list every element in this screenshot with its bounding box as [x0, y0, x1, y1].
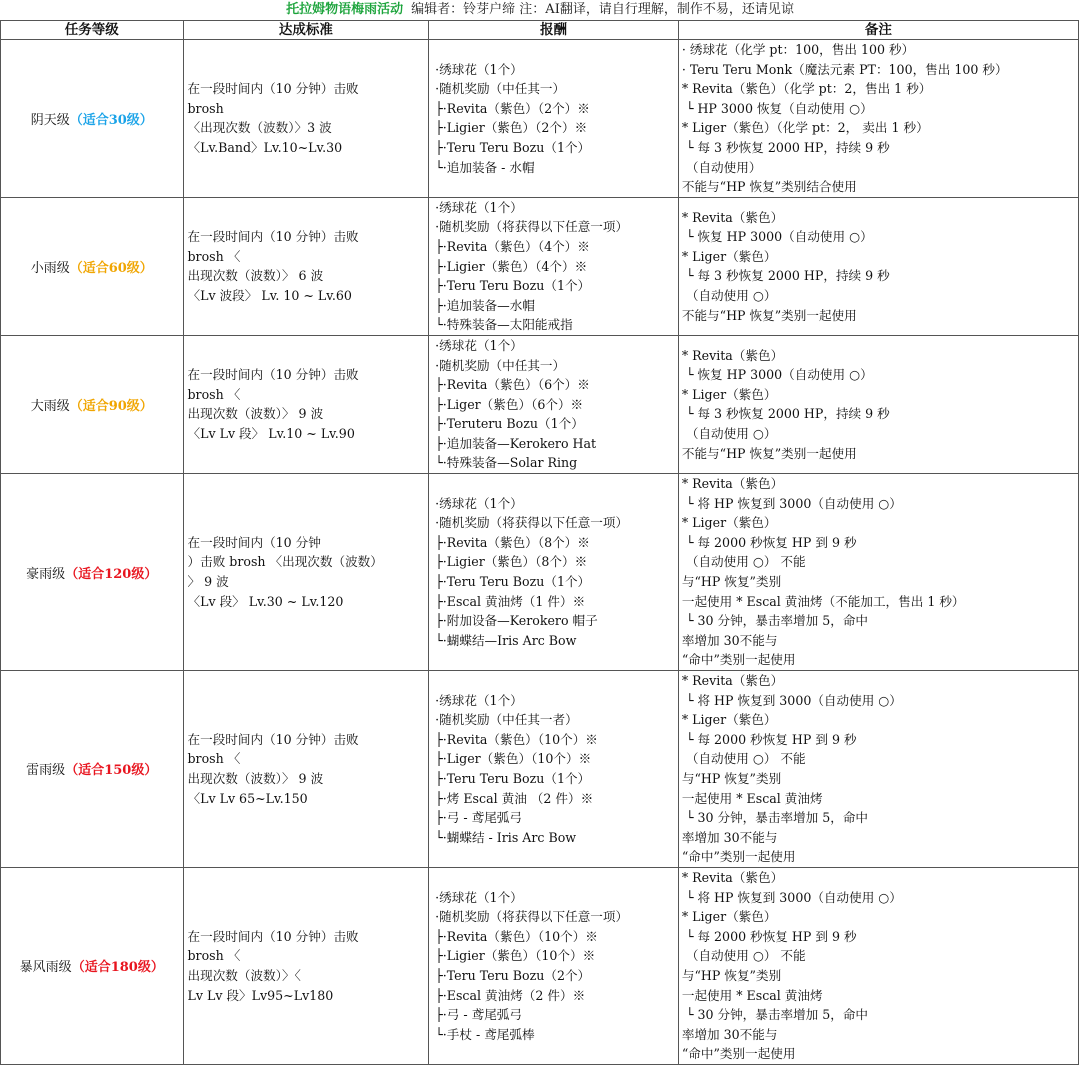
note-line: └ HP 3000 恢复（自动使用 ○） — [681, 100, 873, 116]
level-name: 豪雨级 — [26, 566, 66, 582]
level-cell — [1, 474, 184, 671]
note-line: * Liger（紫色） — [681, 248, 777, 264]
reward-line: ·绣球花（1个） — [435, 61, 523, 77]
reward-line: ·随机奖励（中任其一） — [435, 357, 566, 373]
reward-line: └·特殊装备—Solar Ring — [435, 455, 578, 471]
reward-line: ├·Liger（紫色）（6个）※ — [435, 396, 584, 412]
note-line: └ 每 2000 秒恢复 HP 到 9 秒 — [681, 731, 857, 747]
note-line: “命中”类别一起使用 — [681, 849, 796, 865]
event-table — [0, 20, 1079, 1065]
criteria-line: brosh — [187, 100, 224, 116]
reward-line: ├·Teru Teru Bozu（1个） — [435, 278, 591, 294]
table-row — [1, 867, 1079, 1064]
reward-line: ·绣球花（1个） — [435, 889, 523, 905]
reward-line: ├·Revita（紫色）（6个）※ — [435, 377, 590, 393]
reward-line: ·随机奖励（中任其一者） — [435, 712, 578, 728]
level-name: 阴天级 — [30, 112, 70, 128]
header-row — [1, 21, 1079, 40]
reward-line: ·绣球花（1个） — [435, 337, 523, 353]
criteria-line: 在一段时间内（10 分钟）击败 — [187, 928, 359, 944]
table-row — [1, 40, 1079, 198]
reward-cell — [429, 867, 679, 1064]
note-line: 率增加 30不能与 — [681, 1026, 778, 1042]
criteria-line: 在一段时间内（10 分钟）击败 — [187, 229, 359, 245]
level-name: 大雨级 — [30, 398, 70, 414]
note-line: 不能与“HP 恢复”类别结合使用 — [681, 179, 857, 195]
reward-line: ├·Revita（紫色）（10个）※ — [435, 731, 598, 747]
note-line: * Revita（紫色） — [681, 209, 784, 225]
reward-line: ├·Revita（紫色）（2个）※ — [435, 100, 590, 116]
criteria-line: 在一段时间内（10 分钟）击败 — [187, 367, 359, 383]
criteria-line: 〈Lv 波段〉 Lv. 10 ~ Lv.60 — [187, 287, 352, 303]
criteria-line: 出现次数（波数）〉 9 波 — [187, 770, 324, 786]
level-cell — [1, 867, 184, 1064]
reward-line: ├·Ligier（紫色）（8个）※ — [435, 554, 588, 570]
notes-cell — [678, 40, 1078, 198]
level-name: 雷雨级 — [26, 763, 66, 779]
note-line: └ 恢复 HP 3000（自动使用 ○） — [681, 229, 873, 245]
reward-line: ├·Ligier（紫色）（4个）※ — [435, 258, 588, 274]
notes-cell — [678, 474, 1078, 671]
table-row — [1, 197, 1079, 335]
criteria-cell — [183, 335, 429, 473]
criteria-line: 出现次数（波数）〉〈 — [187, 967, 301, 983]
reward-line: ·随机奖励（将获得以下任意一项） — [435, 909, 629, 925]
reward-line: ├·Escal 黄油烤（1 件）※ — [435, 593, 586, 609]
criteria-line: brosh 〈 — [187, 386, 241, 402]
criteria-cell — [183, 671, 429, 868]
note-line: · Teru Teru Monk（魔法元素 PT：100，售出 100 秒） — [681, 61, 1008, 77]
note-line: └ 每 2000 秒恢复 HP 到 9 秒 — [681, 534, 857, 550]
table-row — [1, 671, 1079, 868]
note-line: └ 每 2000 秒恢复 HP 到 9 秒 — [681, 928, 857, 944]
reward-line: ├·Revita（紫色）（8个）※ — [435, 534, 590, 550]
reward-line: ├·Revita（紫色）（10个）※ — [435, 928, 598, 944]
criteria-cell — [183, 40, 429, 198]
table-row — [1, 335, 1079, 473]
title-main: 托拉姆物语梅雨活动 — [286, 2, 404, 17]
reward-cell — [429, 197, 679, 335]
notes-cell — [678, 867, 1078, 1064]
note-line: （自动使用 ○） 不能 — [681, 751, 806, 767]
reward-cell — [429, 335, 679, 473]
note-line: * Liger（紫色） — [681, 386, 777, 402]
note-line: （自动使用 ○） — [681, 287, 777, 303]
reward-line: ·随机奖励（中任其一） — [435, 81, 566, 97]
note-line: “命中”类别一起使用 — [681, 652, 796, 668]
criteria-line: 〈Lv 段〉 Lv.30 ~ Lv.120 — [187, 593, 344, 609]
note-line: 一起使用 * Escal 黄油烤（不能加工，售出 1 秒） — [681, 593, 965, 609]
criteria-line: 出现次数（波数）〉 9 波 — [187, 406, 324, 422]
criteria-line: 出现次数（波数）〉 6 波 — [187, 268, 324, 284]
note-line: （自动使用 ○） 不能 — [681, 554, 806, 570]
note-line: * Liger（紫色） — [681, 712, 777, 728]
reward-line: ├·弓 - 鸢尾弧弓 — [435, 810, 522, 826]
reward-line: ├·Teru Teru Bozu（1个） — [435, 139, 591, 155]
criteria-line: 在一段时间内（10 分钟）击败 — [187, 731, 359, 747]
level-suit-badge: （适合180级） — [71, 960, 164, 976]
reward-line: ├·追加装备—水帽 — [435, 297, 535, 313]
criteria-line: brosh 〈 — [187, 948, 241, 964]
reward-line: ├·Ligier（紫色）（2个）※ — [435, 120, 588, 136]
criteria-line: 〉 9 波 — [187, 574, 229, 590]
document-title — [0, 0, 1080, 20]
level-cell — [1, 671, 184, 868]
level-name: 暴风雨级 — [19, 960, 72, 976]
criteria-cell — [183, 474, 429, 671]
note-line: └ 30 分钟，暴击率增加 5，命中 — [681, 613, 869, 629]
reward-line: ·随机奖励（将获得以下任意一项） — [435, 515, 629, 531]
reward-line: ├·Escal 黄油烤（2 件）※ — [435, 987, 586, 1003]
criteria-cell — [183, 197, 429, 335]
level-cell — [1, 40, 184, 198]
reward-cell — [429, 671, 679, 868]
criteria-line: 在一段时间内（10 分钟）击败 — [187, 81, 359, 97]
header-level: 任务等级 — [1, 21, 184, 40]
notes-cell — [678, 197, 1078, 335]
criteria-cell — [183, 867, 429, 1064]
note-line: └ 每 3 秒恢复 2000 HP，持续 9 秒 — [681, 268, 890, 284]
note-line: └ 30 分钟，暴击率增加 5，命中 — [681, 1007, 869, 1023]
note-line: （自动使用 ○） — [681, 426, 777, 442]
reward-line: ├·弓 - 鸢尾弧弓 — [435, 1007, 522, 1023]
criteria-line: 〈Lv.Band〉Lv.10~Lv.30 — [187, 139, 343, 155]
note-line: └ 将 HP 恢复到 3000（自动使用 ○） — [681, 889, 902, 905]
note-line: 与“HP 恢复”类别 — [681, 967, 782, 983]
level-cell — [1, 335, 184, 473]
note-line: 一起使用 * Escal 黄油烤 — [681, 987, 823, 1003]
reward-line: ·绣球花（1个） — [435, 199, 523, 215]
reward-line: ├·Ligier（紫色）（10个）※ — [435, 948, 596, 964]
note-line: 一起使用 * Escal 黄油烤 — [681, 790, 823, 806]
reward-line: └·特殊装备—太阳能戒指 — [435, 317, 573, 333]
note-line: 与“HP 恢复”类别 — [681, 574, 782, 590]
reward-line: ├·Teru Teru Bozu（2个） — [435, 967, 591, 983]
note-line: （自动使用） — [681, 159, 762, 175]
criteria-line: 在一段时间内（10 分钟 — [187, 534, 321, 550]
note-line: 与“HP 恢复”类别 — [681, 770, 782, 786]
note-line: · 绣球花（化学 pt：100，售出 100 秒） — [681, 42, 915, 57]
note-line: * Revita（紫色） — [681, 347, 784, 363]
note-line: └ 每 3 秒恢复 2000 HP，持续 9 秒 — [681, 406, 890, 422]
reward-line: ├·Revita（紫色）（4个）※ — [435, 238, 590, 254]
criteria-line: 〈Lv Lv 65~Lv.150 — [187, 790, 308, 806]
note-line: 不能与“HP 恢复”类别一起使用 — [681, 307, 857, 323]
note-line: * Revita（紫色） — [681, 869, 784, 885]
level-suit-badge: （适合90级） — [69, 398, 153, 414]
reward-line: ·随机奖励（将获得以下任意一项） — [435, 219, 629, 235]
reward-cell — [429, 474, 679, 671]
reward-line: ├·Teruteru Bozu（1个） — [435, 416, 584, 432]
level-suit-badge: （适合60级） — [69, 260, 153, 276]
criteria-line: Lv Lv 段〉Lv95~Lv180 — [187, 987, 334, 1003]
note-line: └ 30 分钟，暴击率增加 5，命中 — [681, 810, 869, 826]
reward-line: └·蝴蝶结—Iris Arc Bow — [435, 632, 577, 648]
table-row — [1, 474, 1079, 671]
note-line: * Revita（紫色）（化学 pt：2，售出 1 秒） — [681, 81, 932, 97]
note-line: └ 恢复 HP 3000（自动使用 ○） — [681, 367, 873, 383]
reward-cell — [429, 40, 679, 198]
note-line: * Liger（紫色）（化学 pt：2， 卖出 1 秒） — [681, 120, 929, 136]
note-line: └ 每 3 秒恢复 2000 HP，持续 9 秒 — [681, 139, 890, 155]
note-line: * Revita（紫色） — [681, 673, 784, 688]
title-note: 编辑者：铃芽户缔 注：AI翻译，请自行理解，制作不易，还请见谅 — [411, 2, 794, 17]
reward-line: ├·追加装备—Kerokero Hat — [435, 435, 597, 451]
reward-line: ├·Teru Teru Bozu（1个） — [435, 574, 591, 590]
reward-line: └·蝴蝶结 - Iris Arc Bow — [435, 829, 577, 845]
level-suit-badge: （适合150级） — [65, 763, 158, 779]
level-suit-badge: （适合120级） — [65, 566, 158, 582]
note-line: * Revita（紫色） — [681, 476, 784, 492]
reward-line: ├·Teru Teru Bozu（1个） — [435, 770, 591, 786]
note-line: 率增加 30不能与 — [681, 632, 778, 648]
reward-line: ·绣球花（1个） — [435, 495, 523, 511]
reward-line: ├·烤 Escal 黄油 （2 件）※ — [435, 790, 594, 806]
reward-line: ·绣球花（1个） — [435, 692, 523, 708]
note-line: └ 将 HP 恢复到 3000（自动使用 ○） — [681, 692, 902, 708]
notes-cell — [678, 335, 1078, 473]
note-line: 不能与“HP 恢复”类别一起使用 — [681, 445, 857, 461]
notes-cell — [678, 671, 1078, 868]
reward-line: └·追加装备 - 水帽 — [435, 159, 535, 175]
reward-line: └·手杖 - 鸢尾弧棒 — [435, 1026, 535, 1042]
note-line: （自动使用 ○） 不能 — [681, 948, 806, 964]
level-cell — [1, 197, 184, 335]
reward-line: ├·附加设备—Kerokero 帽子 — [435, 613, 598, 629]
note-line: 率增加 30不能与 — [681, 829, 778, 845]
header-notes: 备注 — [678, 21, 1078, 40]
reward-line: ├·Liger（紫色）（10个）※ — [435, 751, 592, 767]
criteria-line: 〈Lv Lv 段〉 Lv.10 ~ Lv.90 — [187, 426, 355, 442]
criteria-line: 〈出现次数（波数）〉3 波 — [187, 120, 332, 136]
header-criteria: 达成标准 — [183, 21, 429, 40]
note-line: * Liger（紫色） — [681, 515, 777, 531]
header-reward: 报酬 — [429, 21, 679, 40]
criteria-line: ）击败 brosh 〈出现次数（波数） — [187, 554, 383, 570]
note-line: “命中”类别一起使用 — [681, 1046, 796, 1062]
level-name: 小雨级 — [30, 260, 70, 276]
criteria-line: brosh 〈 — [187, 751, 241, 767]
level-suit-badge: （适合30级） — [69, 112, 153, 128]
criteria-line: brosh 〈 — [187, 248, 241, 264]
note-line: └ 将 HP 恢复到 3000（自动使用 ○） — [681, 495, 902, 511]
note-line: * Liger（紫色） — [681, 909, 777, 925]
